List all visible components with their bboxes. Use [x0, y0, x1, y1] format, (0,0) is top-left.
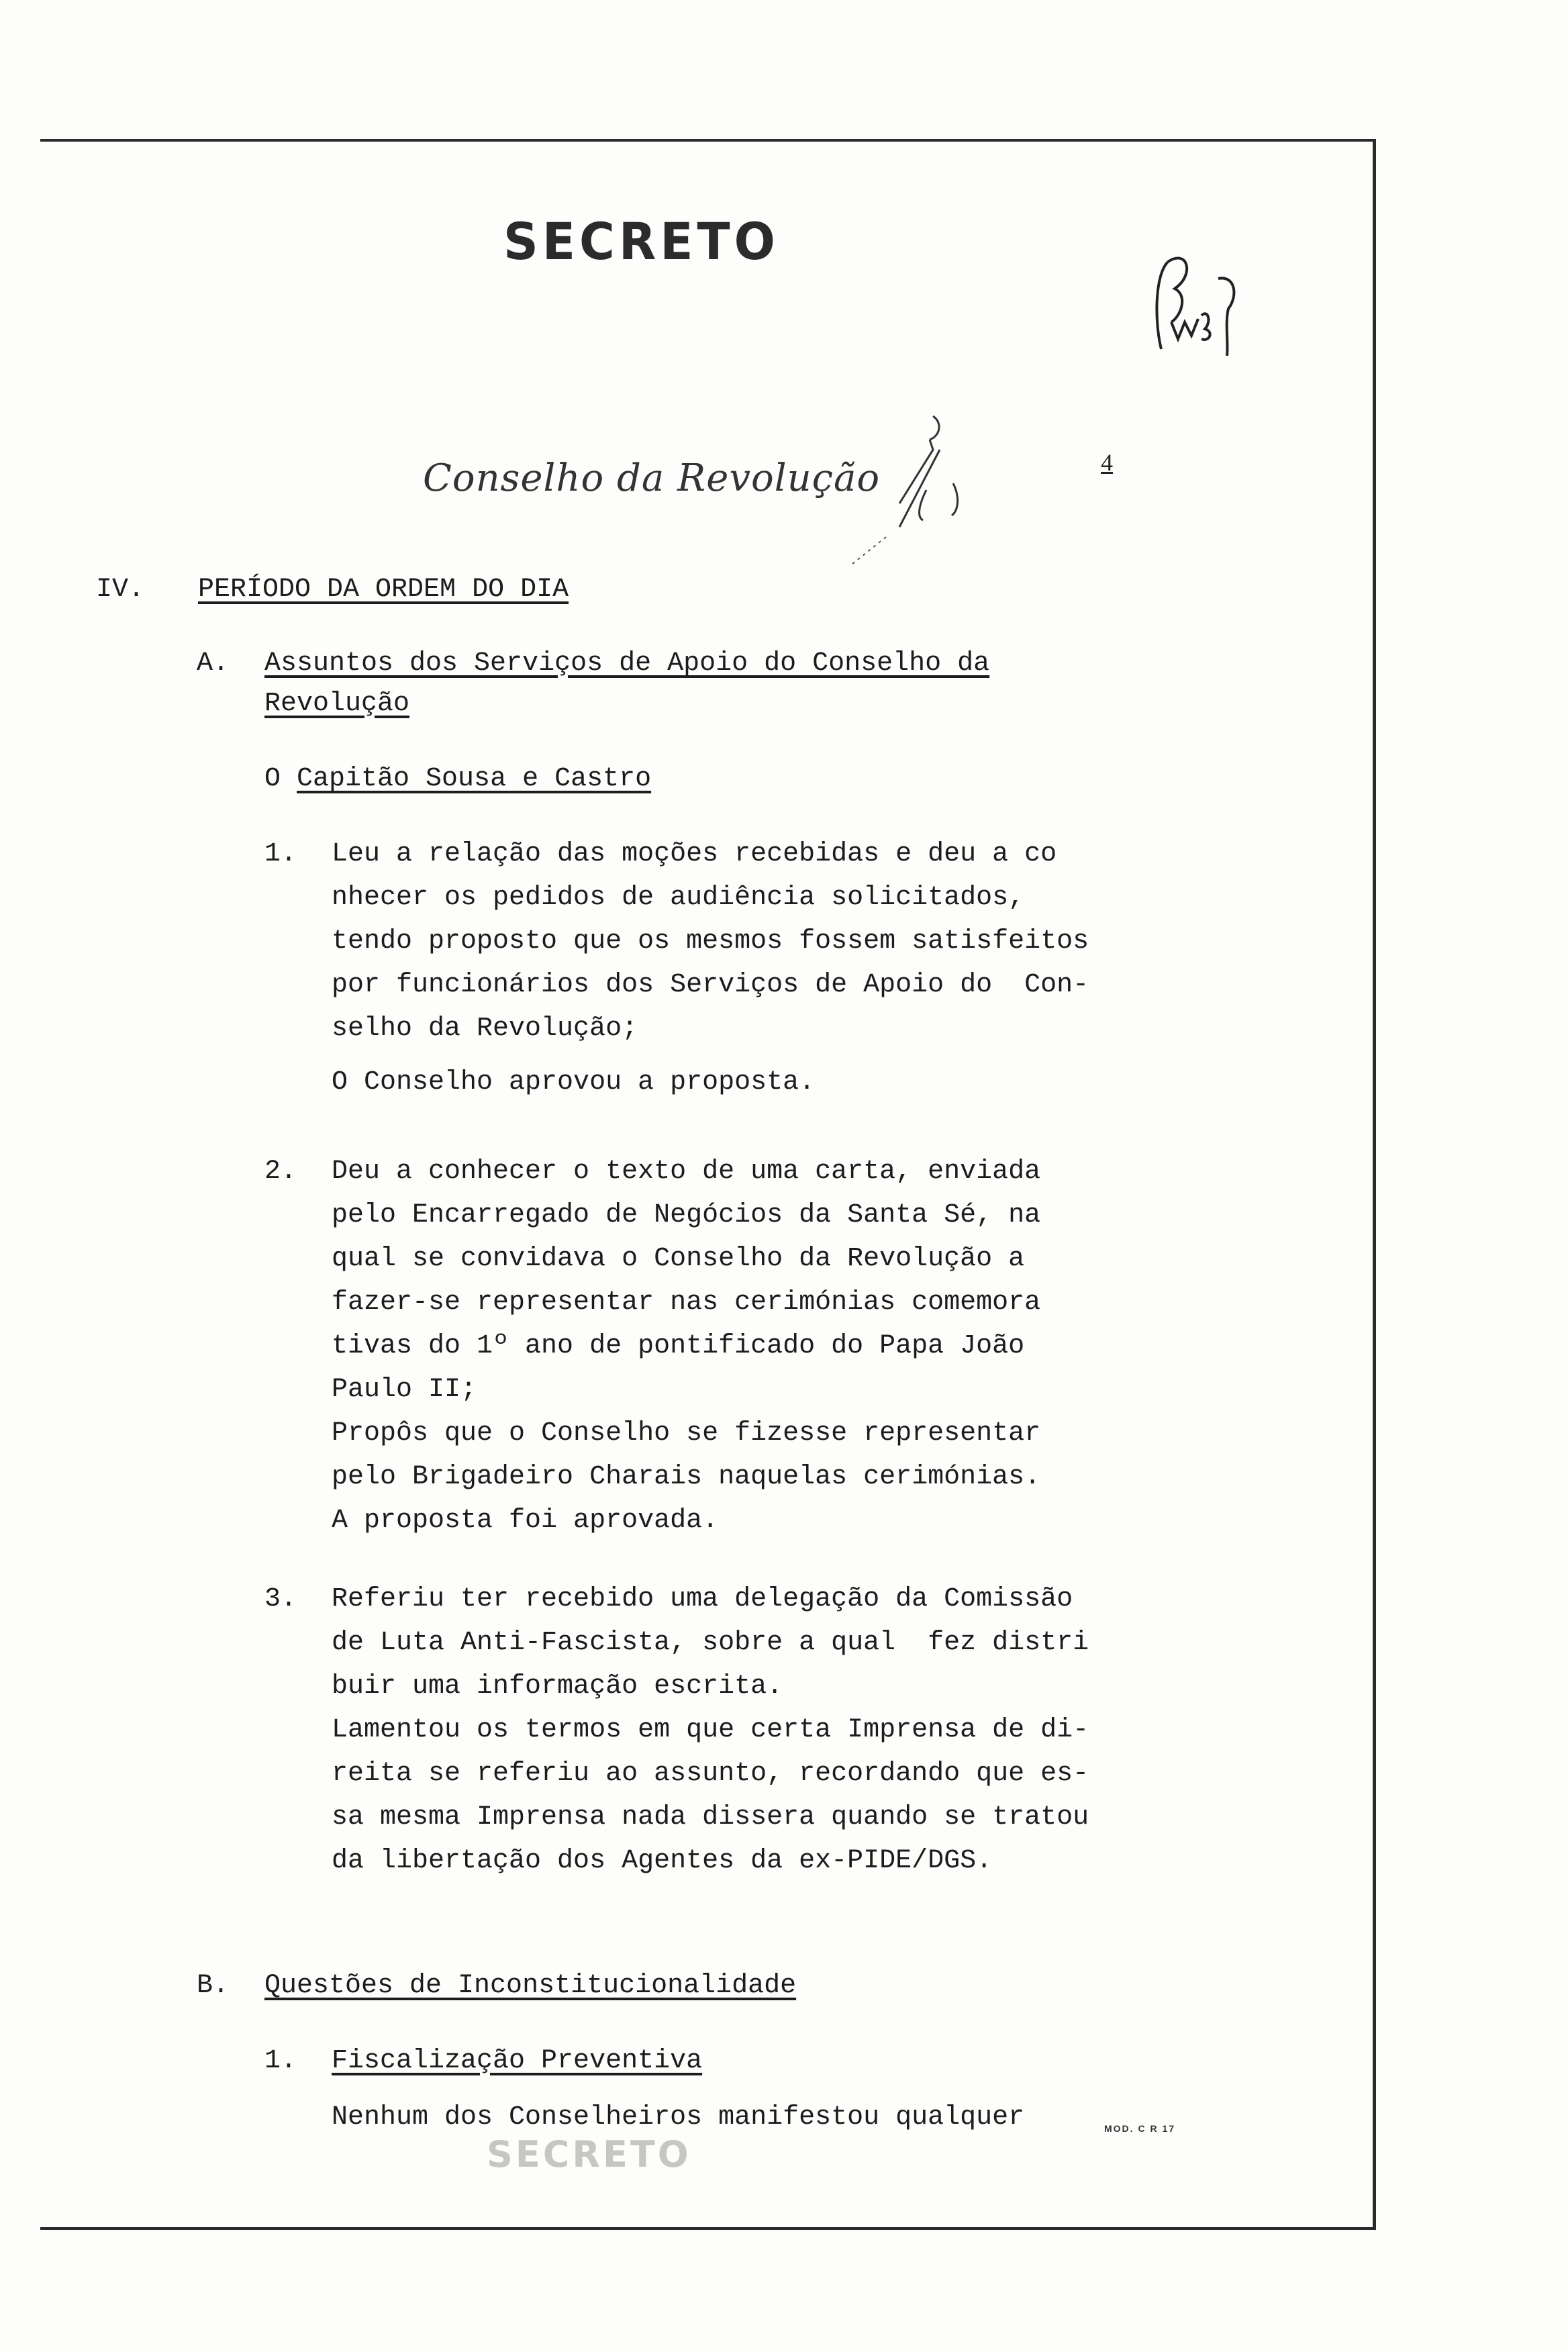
classification-header: SECRETO: [503, 211, 779, 272]
section-b-title: Questões de Inconstitucionalidade: [264, 1971, 797, 2001]
section-iv-title: PERÍODO DA ORDEM DO DIA: [198, 575, 569, 605]
item-a2-number: 2.: [264, 1157, 297, 1187]
section-a-speaker: O Capitão Sousa e Castro: [264, 764, 652, 794]
handwritten-flourish: [799, 403, 987, 564]
section-a-title-line1: Assuntos dos Serviços de Apoio do Conselho da: [264, 648, 990, 679]
section-iv-number: IV.: [96, 575, 145, 605]
frame-bottom-line: [40, 2227, 1376, 2230]
section-b-letter: B.: [197, 1971, 230, 2001]
frame-right-line: [1373, 139, 1376, 2230]
item-a2-text: Deu a conhecer o texto de uma carta, enviada pelo Encarregado de Negócios da Santa Sé, na qual se convidava o Conselho da Revolução a fazer-se representar nas cerimónias comemora tivas do 1º ano de pontificado do Papa João Paulo II; Propôs que o Conselho se fizesse representar pelo Brigadeiro Charais naquelas cerimónias. A proposta foi aprovada.: [332, 1157, 1041, 1536]
letterhead: Conselho da Revolução: [423, 456, 881, 500]
item-b1-title: Fiscalização Preventiva: [332, 2046, 703, 2076]
handwritten-initials-signature: [1141, 248, 1248, 362]
item-b1-text: Nenhum dos Conselheiros manifestou qualquer: [332, 2102, 1025, 2133]
form-code: MOD. C R 17: [1104, 2123, 1176, 2134]
frame-top-line: [40, 139, 1376, 142]
speaker-name: Capitão Sousa e Castro: [297, 764, 652, 794]
page-number: 4: [1101, 449, 1113, 476]
classification-footer-stamp: SECRETO: [487, 2133, 691, 2175]
item-a1-decision: O Conselho aprovou a proposta.: [332, 1067, 816, 1097]
item-a3-number: 3.: [264, 1584, 297, 1614]
item-a3-text: Referiu ter recebido uma delegação da Comissão de Luta Anti-Fascista, sobre a qual fez distri buir uma informação escrita. Lamentou os termos em que certa Imprensa de di- reita se referiu ao assunto, recordando que es- sa mesma Imprensa nada dissera quando se tratou da libertação dos Agentes da ex-PIDE/DGS.: [332, 1584, 1089, 1876]
item-a1-number: 1.: [264, 839, 297, 869]
section-a-title-line2: Revolução: [264, 689, 410, 719]
section-a-letter: A.: [197, 648, 230, 679]
item-a1-text: Leu a relação das moções recebidas e deu a co nhecer os pedidos de audiência solicitados, tendo proposto que os mesmos fossem satisfeitos por funcionários dos Serviços de Apoio do Con- selho da Revolução;: [332, 839, 1089, 1044]
item-b1-number: 1.: [264, 2046, 297, 2076]
